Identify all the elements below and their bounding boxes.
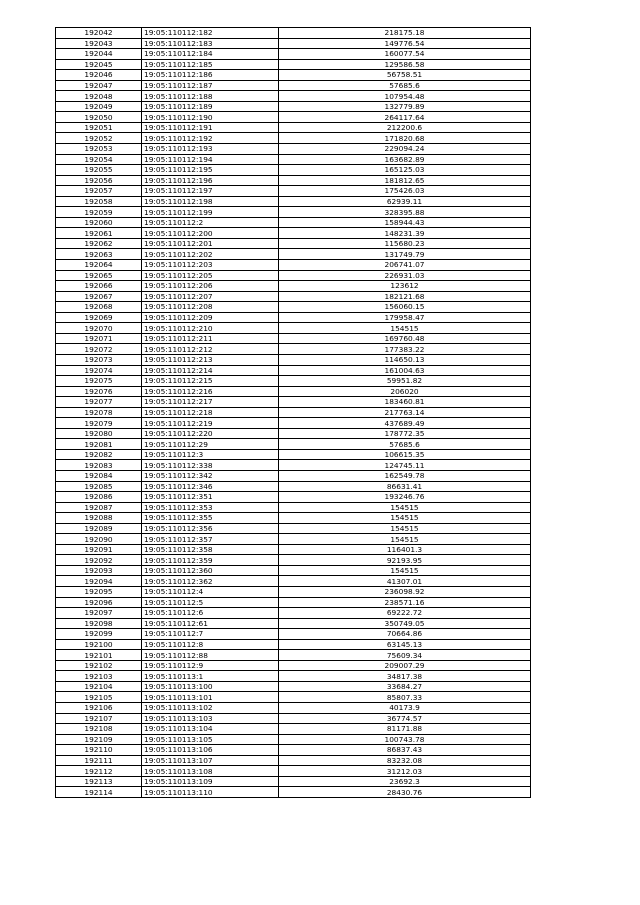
cadastral-number-cell: 19:05:110112:195 <box>142 165 279 176</box>
table-row <box>56 291 531 302</box>
cadastral-number-cell: 19:05:110112:200 <box>142 228 279 239</box>
value-cell: 229094.24 <box>279 144 531 155</box>
row-number-cell: 192083 <box>56 460 142 471</box>
row-number-cell: 192048 <box>56 91 142 102</box>
value-cell: 154515 <box>279 323 531 334</box>
table-row <box>56 608 531 619</box>
value-cell: 31212.03 <box>279 766 531 777</box>
row-number-cell: 192081 <box>56 439 142 450</box>
cadastral-number-cell: 19:05:110112:203 <box>142 260 279 271</box>
cadastral-number-cell: 19:05:110112:190 <box>142 112 279 123</box>
table-row <box>56 228 531 239</box>
value-cell: 57685.6 <box>279 439 531 450</box>
value-cell: 123612 <box>279 281 531 292</box>
cadastral-number-cell: 19:05:110112:210 <box>142 323 279 334</box>
cadastral-number-cell: 19:05:110113:101 <box>142 692 279 703</box>
cadastral-number-cell: 19:05:110113:1 <box>142 671 279 682</box>
table-row <box>56 618 531 629</box>
cadastral-number-cell: 19:05:110112:189 <box>142 101 279 112</box>
row-number-cell: 192110 <box>56 745 142 756</box>
cadastral-number-cell: 19:05:110112:355 <box>142 513 279 524</box>
row-number-cell: 192051 <box>56 122 142 133</box>
table-row <box>56 734 531 745</box>
cadastral-number-cell: 19:05:110112:353 <box>142 502 279 513</box>
table-row <box>56 460 531 471</box>
table-row <box>56 787 531 798</box>
value-cell: 217763.14 <box>279 407 531 418</box>
value-cell: 131749.79 <box>279 249 531 260</box>
row-number-cell: 192057 <box>56 186 142 197</box>
table-row <box>56 544 531 555</box>
table-row <box>56 376 531 387</box>
cadastral-number-cell: 19:05:110112:5 <box>142 597 279 608</box>
table-row <box>56 354 531 365</box>
table-row <box>56 217 531 228</box>
row-number-cell: 192045 <box>56 59 142 70</box>
cadastral-number-cell: 19:05:110113:102 <box>142 703 279 714</box>
table-row <box>56 534 531 545</box>
value-cell: 154515 <box>279 565 531 576</box>
table-row <box>56 59 531 70</box>
cadastral-number-cell: 19:05:110112:218 <box>142 407 279 418</box>
row-number-cell: 192095 <box>56 586 142 597</box>
cadastral-number-cell: 19:05:110112:188 <box>142 91 279 102</box>
value-cell: 86631.41 <box>279 481 531 492</box>
table-row <box>56 165 531 176</box>
cadastral-number-cell: 19:05:110112:184 <box>142 49 279 60</box>
value-cell: 169760.48 <box>279 333 531 344</box>
table-row <box>56 470 531 481</box>
row-number-cell: 192096 <box>56 597 142 608</box>
value-cell: 107954.48 <box>279 91 531 102</box>
row-number-cell: 192091 <box>56 544 142 555</box>
table-body <box>56 28 531 798</box>
cadastral-number-cell: 19:05:110112:88 <box>142 650 279 661</box>
cadastral-number-cell: 19:05:110112:198 <box>142 196 279 207</box>
value-cell: 23692.3 <box>279 776 531 787</box>
table-row <box>56 344 531 355</box>
cadastral-number-cell: 19:05:110112:202 <box>142 249 279 260</box>
cadastral-number-cell: 19:05:110112:196 <box>142 175 279 186</box>
value-cell: 328395.88 <box>279 207 531 218</box>
row-number-cell: 192093 <box>56 565 142 576</box>
row-number-cell: 192082 <box>56 449 142 460</box>
table-row <box>56 650 531 661</box>
cadastral-number-cell: 19:05:110112:2 <box>142 217 279 228</box>
cadastral-number-cell: 19:05:110112:185 <box>142 59 279 70</box>
table-row <box>56 481 531 492</box>
cadastral-number-cell: 19:05:110112:187 <box>142 80 279 91</box>
row-number-cell: 192070 <box>56 323 142 334</box>
cadastral-number-cell: 19:05:110112:212 <box>142 344 279 355</box>
row-number-cell: 192061 <box>56 228 142 239</box>
table-row <box>56 186 531 197</box>
value-cell: 154515 <box>279 502 531 513</box>
table-row <box>56 745 531 756</box>
cadastral-number-cell: 19:05:110112:7 <box>142 629 279 640</box>
value-cell: 69222.72 <box>279 608 531 619</box>
value-cell: 59951.82 <box>279 376 531 387</box>
table-row <box>56 513 531 524</box>
cadastral-number-cell: 19:05:110112:207 <box>142 291 279 302</box>
cadastral-number-cell: 19:05:110112:6 <box>142 608 279 619</box>
table-row <box>56 281 531 292</box>
table-row <box>56 154 531 165</box>
value-cell: 181812.65 <box>279 175 531 186</box>
cadastral-number-cell: 19:05:110112:193 <box>142 144 279 155</box>
row-number-cell: 192073 <box>56 354 142 365</box>
row-number-cell: 192076 <box>56 386 142 397</box>
row-number-cell: 192050 <box>56 112 142 123</box>
document-page <box>55 27 531 798</box>
table-row <box>56 122 531 133</box>
cadastral-number-cell: 19:05:110112:217 <box>142 397 279 408</box>
row-number-cell: 192087 <box>56 502 142 513</box>
table-row <box>56 80 531 91</box>
row-number-cell: 192067 <box>56 291 142 302</box>
row-number-cell: 192100 <box>56 639 142 650</box>
cadastral-number-cell: 19:05:110113:100 <box>142 681 279 692</box>
cadastral-number-cell: 19:05:110113:110 <box>142 787 279 798</box>
value-cell: 62939.11 <box>279 196 531 207</box>
row-number-cell: 192055 <box>56 165 142 176</box>
table-row <box>56 386 531 397</box>
cadastral-number-cell: 19:05:110112:191 <box>142 122 279 133</box>
cadastral-number-cell: 19:05:110112:362 <box>142 576 279 587</box>
row-number-cell: 192056 <box>56 175 142 186</box>
table-row <box>56 144 531 155</box>
cadastral-number-cell: 19:05:110112:4 <box>142 586 279 597</box>
row-number-cell: 192042 <box>56 28 142 39</box>
table-row <box>56 312 531 323</box>
cadastral-number-cell: 19:05:110112:192 <box>142 133 279 144</box>
table-row <box>56 597 531 608</box>
table-row <box>56 671 531 682</box>
row-number-cell: 192109 <box>56 734 142 745</box>
value-cell: 218175.18 <box>279 28 531 39</box>
row-number-cell: 192105 <box>56 692 142 703</box>
table-row <box>56 703 531 714</box>
cadastral-number-cell: 19:05:110112:197 <box>142 186 279 197</box>
cadastral-number-cell: 19:05:110112:205 <box>142 270 279 281</box>
row-number-cell: 192102 <box>56 660 142 671</box>
row-number-cell: 192107 <box>56 713 142 724</box>
cadastral-number-cell: 19:05:110112:220 <box>142 428 279 439</box>
cadastral-number-cell: 19:05:110113:103 <box>142 713 279 724</box>
value-cell: 114650.13 <box>279 354 531 365</box>
cadastral-number-cell: 19:05:110112:208 <box>142 302 279 313</box>
table-row <box>56 91 531 102</box>
table-row <box>56 586 531 597</box>
cadastral-number-cell: 19:05:110112:351 <box>142 492 279 503</box>
table-row <box>56 302 531 313</box>
row-number-cell: 192084 <box>56 470 142 481</box>
row-number-cell: 192059 <box>56 207 142 218</box>
row-number-cell: 192103 <box>56 671 142 682</box>
cadastral-number-cell: 19:05:110112:182 <box>142 28 279 39</box>
cadastral-number-cell: 19:05:110112:8 <box>142 639 279 650</box>
value-cell: 132779.89 <box>279 101 531 112</box>
cadastral-number-cell: 19:05:110112:219 <box>142 418 279 429</box>
value-cell: 437689.49 <box>279 418 531 429</box>
value-cell: 83232.08 <box>279 755 531 766</box>
table-row <box>56 407 531 418</box>
value-cell: 86837.43 <box>279 745 531 756</box>
table-row <box>56 49 531 60</box>
row-number-cell: 192062 <box>56 238 142 249</box>
table-row <box>56 692 531 703</box>
row-number-cell: 192094 <box>56 576 142 587</box>
row-number-cell: 192060 <box>56 217 142 228</box>
table-row <box>56 555 531 566</box>
value-cell: 171820.68 <box>279 133 531 144</box>
cadastral-number-cell: 19:05:110112:358 <box>142 544 279 555</box>
row-number-cell: 192075 <box>56 376 142 387</box>
value-cell: 75609.34 <box>279 650 531 661</box>
value-cell: 177383.22 <box>279 344 531 355</box>
cadastral-number-cell: 19:05:110112:338 <box>142 460 279 471</box>
table-row <box>56 38 531 49</box>
table-row <box>56 365 531 376</box>
table-row <box>56 439 531 450</box>
table-row <box>56 449 531 460</box>
value-cell: 106615.35 <box>279 449 531 460</box>
table-row <box>56 776 531 787</box>
table-row <box>56 565 531 576</box>
cadastral-number-cell: 19:05:110112:206 <box>142 281 279 292</box>
value-cell: 226931.03 <box>279 270 531 281</box>
value-cell: 100743.78 <box>279 734 531 745</box>
table-row <box>56 175 531 186</box>
row-number-cell: 192085 <box>56 481 142 492</box>
table-row <box>56 112 531 123</box>
cadastral-number-cell: 19:05:110112:209 <box>142 312 279 323</box>
row-number-cell: 192089 <box>56 523 142 534</box>
table-row <box>56 681 531 692</box>
cadastral-number-cell: 19:05:110113:107 <box>142 755 279 766</box>
row-number-cell: 192054 <box>56 154 142 165</box>
value-cell: 206741.07 <box>279 260 531 271</box>
table-row <box>56 724 531 735</box>
row-number-cell: 192047 <box>56 80 142 91</box>
row-number-cell: 192065 <box>56 270 142 281</box>
row-number-cell: 192077 <box>56 397 142 408</box>
value-cell: 161004.63 <box>279 365 531 376</box>
table-row <box>56 260 531 271</box>
row-number-cell: 192080 <box>56 428 142 439</box>
value-cell: 154515 <box>279 523 531 534</box>
cadastral-number-cell: 19:05:110112:183 <box>142 38 279 49</box>
value-cell: 36774.57 <box>279 713 531 724</box>
table-row <box>56 576 531 587</box>
cadastral-number-cell: 19:05:110112:213 <box>142 354 279 365</box>
value-cell: 57685.6 <box>279 80 531 91</box>
cadastral-number-cell: 19:05:110112:214 <box>142 365 279 376</box>
row-number-cell: 192090 <box>56 534 142 545</box>
value-cell: 193246.76 <box>279 492 531 503</box>
cadastral-number-cell: 19:05:110113:104 <box>142 724 279 735</box>
table-row <box>56 755 531 766</box>
row-number-cell: 192066 <box>56 281 142 292</box>
value-cell: 264117.64 <box>279 112 531 123</box>
row-number-cell: 192108 <box>56 724 142 735</box>
table-row <box>56 397 531 408</box>
value-cell: 115680.23 <box>279 238 531 249</box>
cadastral-number-cell: 19:05:110112:216 <box>142 386 279 397</box>
value-cell: 175426.03 <box>279 186 531 197</box>
row-number-cell: 192068 <box>56 302 142 313</box>
cadastral-number-cell: 19:05:110112:186 <box>142 70 279 81</box>
value-cell: 148231.39 <box>279 228 531 239</box>
row-number-cell: 192069 <box>56 312 142 323</box>
value-cell: 212200.6 <box>279 122 531 133</box>
cadastral-number-cell: 19:05:110112:360 <box>142 565 279 576</box>
table-row <box>56 270 531 281</box>
row-number-cell: 192099 <box>56 629 142 640</box>
row-number-cell: 192101 <box>56 650 142 661</box>
value-cell: 160077.54 <box>279 49 531 60</box>
data-table <box>55 27 531 798</box>
table-row <box>56 660 531 671</box>
row-number-cell: 192097 <box>56 608 142 619</box>
table-row <box>56 492 531 503</box>
cadastral-number-cell: 19:05:110112:29 <box>142 439 279 450</box>
row-number-cell: 192058 <box>56 196 142 207</box>
table-row <box>56 713 531 724</box>
value-cell: 92193.95 <box>279 555 531 566</box>
table-row <box>56 207 531 218</box>
table-row <box>56 249 531 260</box>
table-row <box>56 428 531 439</box>
value-cell: 162549.78 <box>279 470 531 481</box>
value-cell: 63145.13 <box>279 639 531 650</box>
cadastral-number-cell: 19:05:110112:346 <box>142 481 279 492</box>
value-cell: 149776.54 <box>279 38 531 49</box>
row-number-cell: 192044 <box>56 49 142 60</box>
table-row <box>56 323 531 334</box>
row-number-cell: 192092 <box>56 555 142 566</box>
cadastral-number-cell: 19:05:110112:201 <box>142 238 279 249</box>
row-number-cell: 192052 <box>56 133 142 144</box>
value-cell: 81171.88 <box>279 724 531 735</box>
cadastral-number-cell: 19:05:110112:9 <box>142 660 279 671</box>
table-row <box>56 766 531 777</box>
row-number-cell: 192053 <box>56 144 142 155</box>
table-row <box>56 70 531 81</box>
value-cell: 182121.68 <box>279 291 531 302</box>
row-number-cell: 192106 <box>56 703 142 714</box>
cadastral-number-cell: 19:05:110112:199 <box>142 207 279 218</box>
value-cell: 183460.81 <box>279 397 531 408</box>
table-row <box>56 639 531 650</box>
value-cell: 40173.9 <box>279 703 531 714</box>
row-number-cell: 192114 <box>56 787 142 798</box>
value-cell: 85807.33 <box>279 692 531 703</box>
value-cell: 178772.35 <box>279 428 531 439</box>
table-row <box>56 629 531 640</box>
row-number-cell: 192072 <box>56 344 142 355</box>
row-number-cell: 192079 <box>56 418 142 429</box>
cadastral-number-cell: 19:05:110112:194 <box>142 154 279 165</box>
row-number-cell: 192104 <box>56 681 142 692</box>
row-number-cell: 192098 <box>56 618 142 629</box>
row-number-cell: 192043 <box>56 38 142 49</box>
table-row <box>56 333 531 344</box>
row-number-cell: 192063 <box>56 249 142 260</box>
row-number-cell: 192071 <box>56 333 142 344</box>
row-number-cell: 192088 <box>56 513 142 524</box>
table-row <box>56 133 531 144</box>
cadastral-number-cell: 19:05:110113:109 <box>142 776 279 787</box>
value-cell: 209007.29 <box>279 660 531 671</box>
cadastral-number-cell: 19:05:110112:356 <box>142 523 279 534</box>
row-number-cell: 192113 <box>56 776 142 787</box>
value-cell: 41307.01 <box>279 576 531 587</box>
cadastral-number-cell: 19:05:110112:215 <box>142 376 279 387</box>
value-cell: 34817.38 <box>279 671 531 682</box>
cadastral-number-cell: 19:05:110113:105 <box>142 734 279 745</box>
cadastral-number-cell: 19:05:110112:3 <box>142 449 279 460</box>
value-cell: 56758.51 <box>279 70 531 81</box>
row-number-cell: 192078 <box>56 407 142 418</box>
cadastral-number-cell: 19:05:110112:211 <box>142 333 279 344</box>
cadastral-number-cell: 19:05:110112:357 <box>142 534 279 545</box>
value-cell: 129586.58 <box>279 59 531 70</box>
row-number-cell: 192112 <box>56 766 142 777</box>
cadastral-number-cell: 19:05:110112:359 <box>142 555 279 566</box>
cadastral-number-cell: 19:05:110112:61 <box>142 618 279 629</box>
cadastral-number-cell: 19:05:110113:106 <box>142 745 279 756</box>
value-cell: 70664.86 <box>279 629 531 640</box>
table-row <box>56 238 531 249</box>
table-row <box>56 418 531 429</box>
value-cell: 179958.47 <box>279 312 531 323</box>
value-cell: 28430.76 <box>279 787 531 798</box>
table-row <box>56 502 531 513</box>
table-row <box>56 196 531 207</box>
value-cell: 124745.11 <box>279 460 531 471</box>
value-cell: 154515 <box>279 534 531 545</box>
value-cell: 350749.05 <box>279 618 531 629</box>
cadastral-number-cell: 19:05:110113:108 <box>142 766 279 777</box>
value-cell: 165125.03 <box>279 165 531 176</box>
row-number-cell: 192074 <box>56 365 142 376</box>
table-row <box>56 28 531 39</box>
value-cell: 154515 <box>279 513 531 524</box>
value-cell: 116401.3 <box>279 544 531 555</box>
row-number-cell: 192064 <box>56 260 142 271</box>
cadastral-number-cell: 19:05:110112:342 <box>142 470 279 481</box>
row-number-cell: 192111 <box>56 755 142 766</box>
row-number-cell: 192049 <box>56 101 142 112</box>
value-cell: 163682.89 <box>279 154 531 165</box>
value-cell: 156060.15 <box>279 302 531 313</box>
row-number-cell: 192086 <box>56 492 142 503</box>
table-row <box>56 101 531 112</box>
row-number-cell: 192046 <box>56 70 142 81</box>
table-row <box>56 523 531 534</box>
value-cell: 33684.27 <box>279 681 531 692</box>
value-cell: 158944.43 <box>279 217 531 228</box>
value-cell: 206020 <box>279 386 531 397</box>
value-cell: 236098.92 <box>279 586 531 597</box>
value-cell: 238571.16 <box>279 597 531 608</box>
